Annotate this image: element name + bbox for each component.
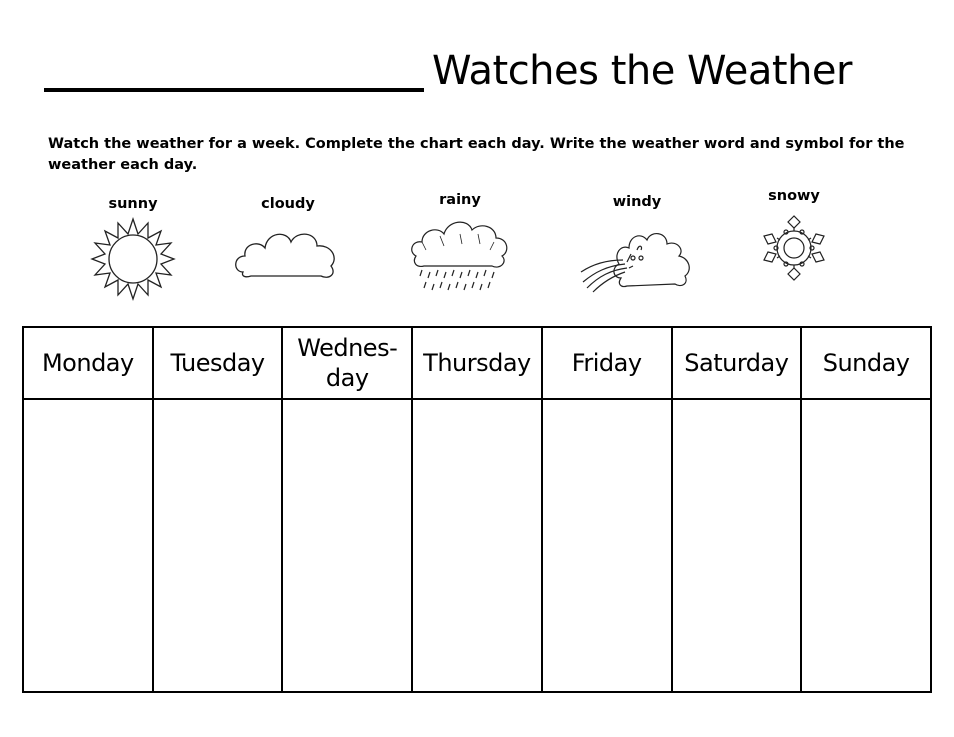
day-header-friday: Friday bbox=[542, 327, 672, 399]
legend-label-windy: windy bbox=[612, 194, 662, 210]
worksheet-title: Watches the Weather bbox=[432, 48, 852, 94]
chart-entry-row bbox=[23, 399, 931, 692]
legend-item-sunny bbox=[73, 196, 193, 302]
entry-cell-friday[interactable] bbox=[542, 399, 672, 692]
legend-label-cloudy: cloudy bbox=[261, 196, 315, 212]
rain-cloud-icon bbox=[410, 212, 510, 294]
day-header-monday: Monday bbox=[23, 327, 153, 399]
entry-cell-monday[interactable] bbox=[23, 399, 153, 692]
snowflake-icon bbox=[756, 208, 832, 288]
day-header-tuesday: Tuesday bbox=[153, 327, 283, 399]
day-header-sunday: Sunday bbox=[801, 327, 931, 399]
entry-cell-tuesday[interactable] bbox=[153, 399, 283, 692]
entry-cell-wednesday[interactable] bbox=[282, 399, 412, 692]
weather-legend bbox=[0, 186, 954, 301]
legend-item-snowy bbox=[734, 188, 854, 288]
legend-item-cloudy bbox=[228, 196, 348, 286]
legend-label-snowy: snowy bbox=[768, 188, 820, 204]
legend-item-windy bbox=[577, 194, 697, 294]
legend-label-rainy: rainy bbox=[439, 192, 481, 208]
cloud-icon bbox=[233, 216, 343, 286]
name-blank-line[interactable] bbox=[44, 88, 424, 92]
legend-item-rainy bbox=[400, 192, 520, 294]
legend-label-sunny: sunny bbox=[108, 196, 158, 212]
wind-cloud-icon bbox=[577, 214, 699, 294]
entry-cell-thursday[interactable] bbox=[412, 399, 542, 692]
weekly-weather-chart bbox=[22, 326, 932, 693]
entry-cell-sunday[interactable] bbox=[801, 399, 931, 692]
day-header-thursday: Thursday bbox=[412, 327, 542, 399]
entry-cell-saturday[interactable] bbox=[672, 399, 802, 692]
day-header-saturday: Saturday bbox=[672, 327, 802, 399]
day-header-wednesday: Wednes- day bbox=[282, 327, 412, 399]
chart-header-row bbox=[23, 327, 931, 399]
sun-icon bbox=[90, 216, 176, 302]
instructions-text: Watch the weather for a week. Complete the chart each day. Write the weather word and symbol for the weather each day. bbox=[48, 136, 905, 173]
